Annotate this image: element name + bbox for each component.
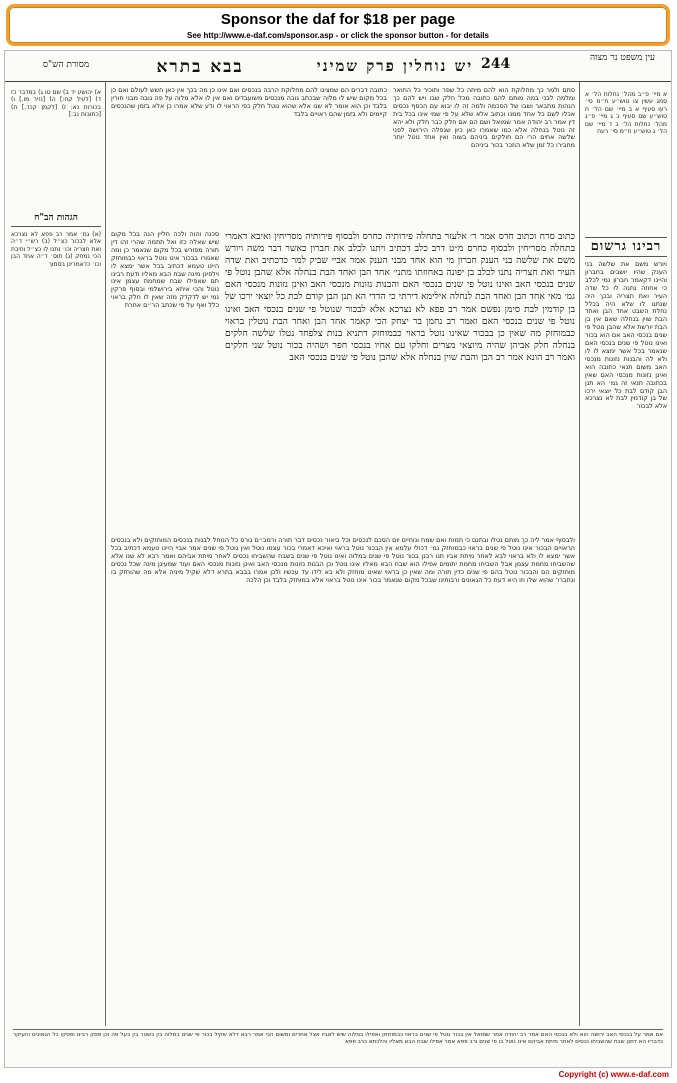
- sponsor-banner[interactable]: [6, 4, 670, 46]
- mesoret-heading: מסורת הש"ס: [42, 60, 90, 70]
- page-number: 244: [481, 56, 511, 72]
- copyright-link[interactable]: Copyright (c) www.e-daf.com: [558, 1070, 669, 1079]
- rashi-commentary-top: סתם ולמר כך מחלוקת הוא להם מיתה כל שפר ותוכיר כל התואר ומלמה לבני במה מותם להם כתובה מכל חלק שבו ויש להם כך הנהות מתבאר ושבו של הסכמה ולמה זה לו יבוא עם הכסף נכסים אכלו לשם כל אחד ממנו וכתוב אלא שלא על פי שמי אינו בכל בית דין אמר רב יהודה אמר שמואל ושם הם אם חלק כבר חלק ולא יהא זה נוטל בנחלה אלא כמו שאמרו כאן כיון שנפלה הירושה לפני שלשה אחים הרי הם חולקים ביניהם בשוה ואין אחד נוטל יותר מחבירו כל זמן שלא הוזכר בכור ביניהם: [393, 87, 575, 150]
- gemara-main-text: כתוב סרח וכתוב חדס אמר ר׳ אלעזר בתחלה פירותיה כחרס ולבסוף פירותיה מסריחין ואיבא דאמרי בתחלה מסריחין ולבסוף כחרס מ״ט דרב כלב דכתיב ויתנו לכלב את חברון כאשר דבר משה ויורש משם את שלשה בני הענק חברון מי הוא אחד מבני הענק אמר אביי שביק למר כדכתיב ואת שדה העיר ואת חצריה נתנו לכלב בן יפונה באחוזתו מתני׳ אחד הבן ואחד הבת בנחלה אלא שהבן נוטל פי שנים בנכסי האב ואינו נוטל פי שנים בנכסי האם והבנות נזונות מנכסי האב ואינן נזונות מנכסי האם גמ׳ מאי אחד הבן ואחד הבת לנחלה אילימא דירתי כי הדדי הא תנן הבן קודם לבת כל יוצאי ירכו של בן קודמין לבת סימן נפשם אמר רב פפא לא נצרכא אלא לבכור שנוטל פי שנים בנכסי האב ואינו נוטל פי שנים בנכסי האם ואמר רב נחמן בר יצחק הכי קאמר אחד הבן ואחד הבת נוטלין בראוי כבמוחזק מה שאין כן בבכור שאינו נוטל בראוי כבמוחזק דתניא בנות צלפחד נטלו שלשה חלקים בנחלה חלק אביהן שהיה מיוצאי מצרים וחלקו עם אחיו בנכסי חפר ושהיה בכור נוטל שני חלקים ואמר רב הונא אמר רב הבן והבת שוין בנחלה אלא שהבן נוטל פי שנים בנכסי האב: [225, 231, 575, 363]
- tosafot-commentary-side: סכנה והוה ולכה חליין הנה בכל מקום שיש שאלה כזו ואל תתמה שהרי זהו דין תורה מפורש בכל מקום שנאמר כן ומה שאמרו בבכור אינו נוטל בראוי כבמוחזק היינו טעמא דכתיב בכל אשר ימצא לו וילפינן מינה שבח הבא מאליו ודעת רבינו תם שאפילו שבח שמחמת עצמן אינו נוטל והכי איתא בירושלמי ובסוף פרקין נמי יש לדקדק מזה שאין לו חלק בראוי כלל ואף על פי שכתב הר״ם אחרת: [111, 231, 219, 310]
- ein-mishpat-notes: א מיי׳ פ״ב מהל׳ נחלות הל׳ א סמג עשין צו טוש״ע ח״מ סי׳ רעו סעיף א ב מיי׳ שם הל׳ ח טוש״ע שם סעיף ב ג מיי׳ פ״ג מהל׳ נחלות הל׳ ב ד מיי׳ שם הל׳ ג טוש״ע ח״מ סי׳ רעח: [585, 91, 667, 136]
- tractate-title: בבא בתרא: [156, 57, 244, 77]
- column-divider-right: [579, 81, 580, 1026]
- talmud-page: [4, 50, 672, 1068]
- ein-mishpat-heading: עין משפט נר מצוה: [589, 53, 656, 63]
- commentary-lower: ולבסוף אמר ליה כך מותם נטלו ובתנם כי תמות ואם שמח ונוחיים יום הסכם לנכסים וכל ביאור נכסים דבר תורה ורמב״ם גורס כל הנוחל לבנות בנכסים המוחזקים ולא בנכסים הראויים הבכור אינו נוטל פי שנים בראוי כבמוחזק גמ׳ דכולי עלמא אין הבכור נוטל בראוי ואיכא דאמרי בכור עצמו נוטל ואין נוטל פי שנים אמר אביי היינו טעמא דכתיב בכל אשר ימצא לו ולא בראוי לבא לאחר מיתת אביו תנו רבנן בכור נוטל פי שנים במלוה ואינו נוטל פי שנים בשבח שהשביחו נכסים לאחר מיתת אביהם ואמר רבא לא שנו אלא שהשביחו מחמת עצמן אבל השביחו מחמת יתומים אפילו הוא שבח הבא מאליו אינו נוטל וכן הבנות נזונות מנכסי האב ואינן נזונות מנכסי האם ועוד שמעינן מינה שכל נכסים מוחזקים הם והבכור נוטל בהם פי שנים כדין תורה ומה שאין כן בראוי שאינו מוחזק ולא בא לידו עד עכשיו ולכן אמרו בבבא בתרא דלא שקיל מיניה אלא מה שהוחזק בו ונתברר שהוא שלו וזו היא דעת כל הגאונים ורבותינו שבכל מקום שנאמר בכור אינו נוטל בראוי אלא במוחזק בלבד וכן הלכה: [111, 537, 575, 584]
- sponsor-subtitle[interactable]: See http://www.e-daf.com/sponsor.asp - or click the sponsor button - for details: [187, 31, 489, 40]
- tosafot-commentary-top: כתובה דברים הם שמצינו להם מחלוקת הרבה בנכסים ואם אינו כן מה בכך אין כאן חשש לעולם ואם כן בכל מקום שיש לו מלוה שבכתב גובה מנכסים משועבדים ואם אין לו אלא מלוה על פה גובה מבני חורין בלבד וכן הוא אומר לא שנו אלא שהוא נוטל חלק כפי הראוי לו ודע שלא אמרו כן אלא בזמן שהנכסים קיימים ולא בזמן שהם ראויים בלבד: [111, 87, 387, 118]
- mesoret-hashas-notes: א) יהושע יד ב) שם טו ג) במדבר כז ד) [לעיל קח:] ה) [נזיר מו.] ו) בכורות נא: ז) [לקמן קכד.] ח) [כתובות נב:]: [11, 89, 101, 119]
- footnotes: אם אמר על בנכסי האב ירושה הוא ולא בנכסי האם אמר רב יהודה אמר שמואל אין בכור נוטל פי שנים בראוי כבמוחזק ואפילו במלוה שיש לאביו אצל אחרים ומשום הכי אמר רבא דלא שקיל בכור פי שנים במלוה בין בשטר בין בעל פה וכן פסק רבינו ופסקו כל הגאונים והעיקר כדבריו הא דתנן שבח שהשביחו נכסים לאחר מיתת אביהם אינו נוטל בו פי שנים ורב פפא אמר אפילו שבח הבא מאליו והלכתא כרב פפא: [13, 1029, 663, 1065]
- column-divider-left: [105, 81, 106, 1026]
- chapter-title: יש נוחלין פרק שמיני: [316, 57, 474, 75]
- hagahot-notes: (א) גמ׳ אמר רב פפא לא נצרכא אלא לבכור כצ״ל (ב) רש״י ד״ה ואת חצריה וכו׳ נתנו לו כצ״ל ותיבת הכי נמחק (ג) תוס׳ ד״ה אחד הבן וכו׳ כדאמרינן בסמוך: [11, 231, 101, 268]
- rabbeinu-gershom-commentary: ויורש משם את שלשה בני הענק שהיו יושבים בחברון והיינו דקאמר חברון נמי לכלב כי אחוזה נתנה לו כל שדה העיר ואת חצריה ובכך היה שנתנו לו שלא היה בכלל נחלת השבט אחד הבן ואחד הבת שוין בנחלה שאם אין בן הבת יורשת אלא שהבן נוטל פי שנים בנכסי האב אם הוא בכור ואינו נוטל פי שנים בנכסי האם שנאמר בכל אשר ימצא לו לו ולא לה והבנות נזונות מנכסי האב משום תנאי כתובה הוא ואינן נזונות מנכסי האם שאין בכתובה תנאי זה גמ׳ הא תנן הבן קודם לבת כל יוצאי ירכו של בן קודמין לבת לא נצרכא אלא לבכור: [585, 261, 667, 411]
- hagahot-heading: הגהות הב"ח: [11, 211, 101, 227]
- rabbeinu-gershom-heading: רבינו גרשום: [585, 237, 667, 257]
- sponsor-title[interactable]: Sponsor the daf for $18 per page: [220, 11, 456, 28]
